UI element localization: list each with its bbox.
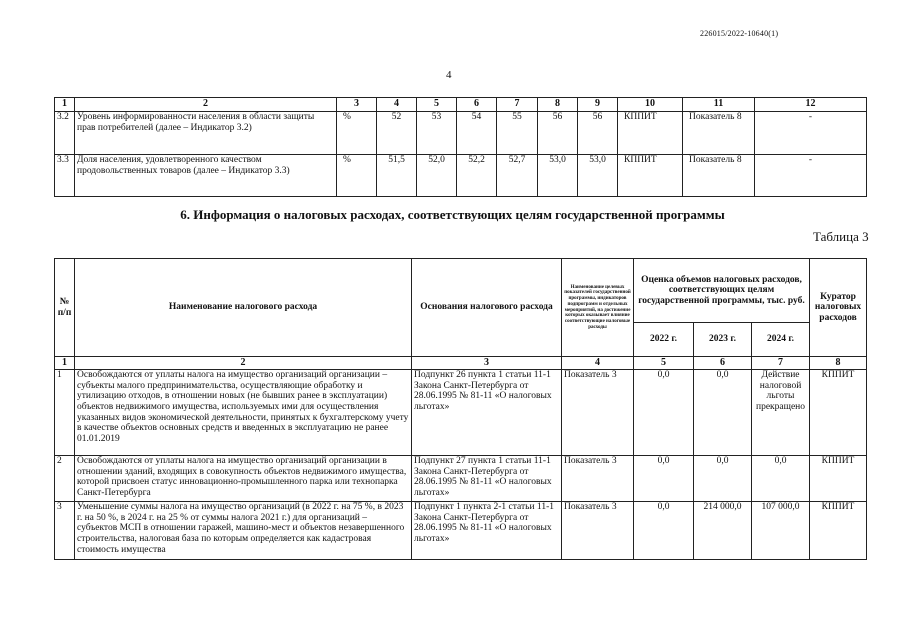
column-number: 5	[417, 98, 457, 112]
unit-cell: %	[337, 112, 377, 155]
column-number: 6	[457, 98, 497, 112]
note-cell: -	[755, 155, 867, 197]
header-year-2022: 2022 г.	[634, 323, 694, 357]
column-number: 4	[562, 357, 634, 370]
curator-cell: КППИТ	[810, 370, 867, 456]
value-cell: 53,0	[538, 155, 578, 197]
header-basis: Основания налогового расхода	[412, 259, 562, 357]
target-cell: Показатель 3	[562, 502, 634, 560]
table-row	[55, 155, 867, 197]
value-cell: 54	[457, 112, 497, 155]
column-number: 8	[810, 357, 867, 370]
table-row	[55, 370, 867, 456]
column-number: 5	[634, 357, 694, 370]
column-number: 12	[755, 98, 867, 112]
tax-expenditure-name: Уменьшение суммы налога на имущество организаций (в 2022 г. на 75 %, в 2023 г. на 50 %, в 2024 г. на 25 % от суммы налога 2021 г.) для организаций – субъектов МСП в отношении гаражей, машино-мест и объектов незавершенного строительства, налоговая база по которым определяется как кадастровая стоимость имущества	[75, 502, 412, 560]
row-number: 3.2	[55, 112, 75, 155]
table-row	[55, 112, 867, 155]
header-curator: Куратор налоговых расходов	[810, 259, 867, 357]
target-cell: Показатель 3	[562, 456, 634, 502]
table-row	[55, 502, 867, 560]
header-year-2023: 2023 г.	[694, 323, 752, 357]
header-name: Наименование налогового расхода	[75, 259, 412, 357]
column-number: 10	[618, 98, 683, 112]
value-cell: 53	[417, 112, 457, 155]
value-2022: 0,0	[634, 502, 694, 560]
page-number: 4	[446, 69, 452, 81]
indicator-ref-cell: Показатель 8	[683, 112, 755, 155]
value-2022: 0,0	[634, 370, 694, 456]
value-cell: 56	[538, 112, 578, 155]
header-estimate: Оценка объемов налоговых расходов, соответствующих целям государственной программы, тыс. руб.	[634, 259, 810, 323]
value-2024: 107 000,0	[752, 502, 810, 560]
note-cell: -	[755, 112, 867, 155]
basis-cell: Подпункт 27 пункта 1 статьи 11-1 Закона Санкт-Петербурга от 28.06.1995 № 81-11 «О налоговых льготах»	[412, 456, 562, 502]
value-cell: 51,5	[377, 155, 417, 197]
table-row	[55, 456, 867, 502]
value-cell: 52	[377, 112, 417, 155]
header-number: № п/п	[55, 259, 75, 357]
indicator-ref-cell: Показатель 8	[683, 155, 755, 197]
table-label: Таблица 3	[813, 229, 869, 244]
target-cell: Показатель 3	[562, 370, 634, 456]
row-number: 3	[55, 502, 75, 560]
column-number: 4	[377, 98, 417, 112]
value-2023: 214 000,0	[694, 502, 752, 560]
column-number: 3	[337, 98, 377, 112]
executor-cell: КППИТ	[618, 155, 683, 197]
value-cell: 52,0	[417, 155, 457, 197]
curator-cell: КППИТ	[810, 502, 867, 560]
executor-cell: КППИТ	[618, 112, 683, 155]
table-header-row	[55, 98, 867, 112]
row-number: 1	[55, 370, 75, 456]
column-number: 7	[497, 98, 538, 112]
column-number: 9	[578, 98, 618, 112]
row-number: 3.3	[55, 155, 75, 197]
value-2024: 0,0	[752, 456, 810, 502]
basis-cell: Подпункт 26 пункта 1 статьи 11-1 Закона Санкт-Петербурга от 28.06.1995 № 81-11 «О налоговых льготах»	[412, 370, 562, 456]
indicator-name: Уровень информированности населения в области защиты прав потребителей (далее – Индикатор 3.2)	[75, 112, 337, 155]
tax-expenditure-name: Освобождаются от уплаты налога на имущество организаций организации – субъекты малого предпринимательства, осуществляющие обработку и утилизацию отходов, в отношении новых (не бывших ранее в эксплуатации) объектов недвижимого имущества, используемых ими для осуществления указанных видов экономической деятельности, принятых к бухгалтерскому учету в качестве объектов основных средств и введенных в эксплуатацию не ранее 01.01.2019	[75, 370, 412, 456]
column-number: 2	[75, 357, 412, 370]
table-header-row	[55, 259, 867, 323]
indicator-name: Доля населения, удовлетворенного качеством продовольственных товаров (далее – Индикатор 3.3)	[75, 155, 337, 197]
value-cell: 52,2	[457, 155, 497, 197]
column-number: 3	[412, 357, 562, 370]
value-2023: 0,0	[694, 370, 752, 456]
value-2022: 0,0	[634, 456, 694, 502]
row-number: 2	[55, 456, 75, 502]
indicators-table	[54, 97, 867, 197]
column-number: 2	[75, 98, 337, 112]
column-number: 6	[694, 357, 752, 370]
column-number: 1	[55, 98, 75, 112]
document-number: 226015/2022-10640(1)	[700, 29, 779, 38]
header-year-2024: 2024 г.	[752, 323, 810, 357]
section-title: 6. Информация о налоговых расходах, соответствующих целям государственной программы	[180, 207, 725, 222]
curator-cell: КППИТ	[810, 456, 867, 502]
value-cell: 56	[578, 112, 618, 155]
value-2023: 0,0	[694, 456, 752, 502]
value-cell: 53,0	[578, 155, 618, 197]
column-number: 1	[55, 357, 75, 370]
tax-expenditures-table	[54, 258, 867, 560]
value-2024: Действие налоговой льготы прекращено	[752, 370, 810, 456]
column-number: 8	[538, 98, 578, 112]
unit-cell: %	[337, 155, 377, 197]
header-targets: Наименование целевых показателей государственной программы, индикаторов подпрограмм и отдельных мероприятий, на достижение которых оказывает влияние соответствующие налоговые расходы	[562, 259, 634, 357]
value-cell: 52,7	[497, 155, 538, 197]
basis-cell: Подпункт 1 пункта 2-1 статьи 11-1 Закона Санкт-Петербурга от 28.06.1995 № 81-11 «О налоговых льготах»	[412, 502, 562, 560]
column-numbers-row	[55, 357, 867, 370]
column-number: 7	[752, 357, 810, 370]
column-number: 11	[683, 98, 755, 112]
value-cell: 55	[497, 112, 538, 155]
tax-expenditure-name: Освобождаются от уплаты налога на имущество организаций организации в отношении зданий, входящих в совокупность объектов недвижимого имущества, которой присвоен статус инновационно-промышленного парка или технопарка Санкт-Петербурга	[75, 456, 412, 502]
